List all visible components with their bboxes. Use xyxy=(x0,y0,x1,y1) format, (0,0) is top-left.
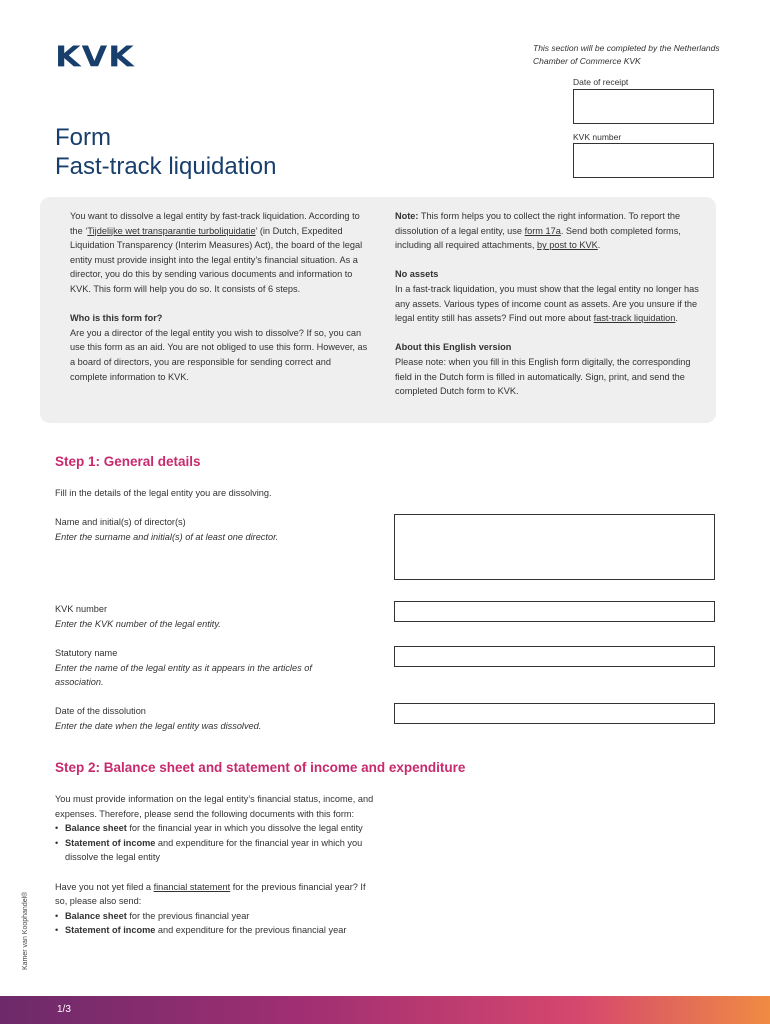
title-line-2: Fast-track liquidation xyxy=(55,153,277,180)
list-item xyxy=(55,909,375,924)
post-to-kvk-link[interactable]: by post to KVK xyxy=(536,240,598,251)
step2-title: Step 2: Balance sheet and statement of income and expenditure xyxy=(55,760,466,775)
p2-text-cont: for the previous financial year? If so, please also send: xyxy=(55,881,366,907)
who-text: Are you a director of the legal entity you wish to dissolve? If so, you can use this form as an aid. You are not obliged to use this form. However, as a board of directors, you are responsible for sending correct and complete information to KVK. xyxy=(70,327,368,382)
kvk-number-label-group xyxy=(55,602,375,631)
dissolution-date-input[interactable] xyxy=(394,703,715,724)
assets-section xyxy=(395,267,705,325)
act-link[interactable]: Tijdelijke wet transparantie turboliquidatie xyxy=(87,225,256,236)
list-item-text: and expenditure for the financial year in which you dissolve the legal entity xyxy=(65,837,363,863)
intro-panel xyxy=(40,197,716,423)
page-number: 1/3 xyxy=(57,1004,71,1015)
director-field-label-group xyxy=(55,515,375,544)
previous-year-list xyxy=(55,909,375,938)
note-paragraph xyxy=(395,209,705,253)
dissolution-date-label: Date of the dissolution xyxy=(55,706,146,716)
kvk-number-hint: Enter the KVK number of the legal entity. xyxy=(55,618,221,629)
list-item xyxy=(55,923,375,938)
note-label: Note: xyxy=(395,211,419,221)
english-section xyxy=(395,340,705,398)
director-hint: Enter the surname and initial(s) of at least one director. xyxy=(55,531,279,542)
fast-track-liquidation-link[interactable]: fast-track liquidation xyxy=(593,313,676,324)
kvk-number-office-field[interactable] xyxy=(573,143,714,178)
title-line-1: Form xyxy=(55,124,111,151)
director-label: Name and initial(s) of director(s) xyxy=(55,517,186,527)
statutory-name-label: Statutory name xyxy=(55,648,118,658)
kvk-office-note: This section will be completed by the Netherlands Chamber of Commerce KVK xyxy=(533,43,720,66)
kvk-number-input[interactable] xyxy=(394,601,715,622)
intro-left-column xyxy=(70,209,370,399)
financial-statement-link[interactable]: financial statement xyxy=(153,881,231,892)
english-heading: About this English version xyxy=(395,342,512,353)
step2-body xyxy=(55,792,375,938)
p2-text: Have you not yet filed a xyxy=(55,881,154,892)
assets-text-end: . xyxy=(675,313,678,324)
intro-text: You want to dissolve a legal entity by fast-track liquidation. According to the ‘ xyxy=(70,211,360,236)
english-text: Please note: when you fill in this English form digitally, the corresponding field in the Dutch form is filled in automatically. Sign, print, and send the completed Dutch form to KVK. xyxy=(395,356,691,397)
list-item-bold: Statement of income xyxy=(65,925,156,936)
list-item-bold: Statement of income xyxy=(65,837,156,848)
note-text-end: . xyxy=(597,240,601,251)
list-item-text: for the financial year in which you dissolve the legal entity xyxy=(126,823,363,834)
statutory-name-input[interactable] xyxy=(394,646,715,667)
step2-paragraph-1: You must provide information on the legal entity’s financial status, income, and expenses. Therefore, please send the following documents with this form: xyxy=(55,794,374,819)
date-of-receipt-field[interactable] xyxy=(573,89,714,124)
who-heading: Who is this form for? xyxy=(70,313,163,324)
list-item-text: for the previous financial year xyxy=(126,910,250,921)
dissolution-date-label-group xyxy=(55,704,375,733)
kvk-logo: KVK xyxy=(55,40,135,74)
assets-heading: No assets xyxy=(395,269,439,280)
note-text: This form helps you to collect the right information. To report the dissolution of a legal entity, use xyxy=(395,211,681,236)
statutory-name-hint: Enter the name of the legal entity as it appears in the articles of association. xyxy=(55,662,312,688)
assets-text: In a fast-track liquidation, you must show that the legal entity no longer has any assets. Various types of income count as assets. Are you unsure if the legal entity still has assets? Find out more about xyxy=(395,283,699,324)
kvk-number-office-label: KVK number xyxy=(573,132,622,142)
director-input[interactable] xyxy=(394,514,715,580)
step1-intro: Fill in the details of the legal entity you are dissolving. xyxy=(55,488,272,498)
note-text-cont: . Send both completed forms, including all required attachments, xyxy=(395,225,681,251)
list-item xyxy=(55,821,375,836)
list-item-bold: Balance sheet xyxy=(65,910,127,921)
statutory-name-label-group xyxy=(55,646,355,690)
list-item-bold: Balance sheet xyxy=(65,823,127,834)
date-of-receipt-label: Date of receipt xyxy=(573,77,629,87)
page-title xyxy=(55,123,276,181)
documents-list xyxy=(55,821,375,865)
step1-title: Step 1: General details xyxy=(55,454,201,469)
form-17a-link[interactable]: form 17a xyxy=(524,225,561,236)
intro-right-column xyxy=(395,209,705,413)
intro-text-cont: ’ (in Dutch, Expedited Liquidation Transparency (Interim Measures) Act), the board of the legal entity must provide insight into the legal entity’s financial situation. As a director, you do this by sending various documents and information to KVK. This form will help you do so. It consists of 6 steps. xyxy=(70,225,363,294)
side-credit: Kamer van Koophandel® xyxy=(22,891,29,970)
kvk-number-label: KVK number xyxy=(55,604,108,614)
dissolution-date-hint: Enter the date when the legal entity was dissolved. xyxy=(55,720,262,731)
list-item xyxy=(55,836,375,865)
intro-paragraph xyxy=(70,209,370,297)
footer-bar xyxy=(0,996,770,1024)
list-item-text: and expenditure for the previous financial year xyxy=(155,925,347,936)
who-section xyxy=(70,311,370,384)
step2-paragraph-2 xyxy=(55,880,375,909)
